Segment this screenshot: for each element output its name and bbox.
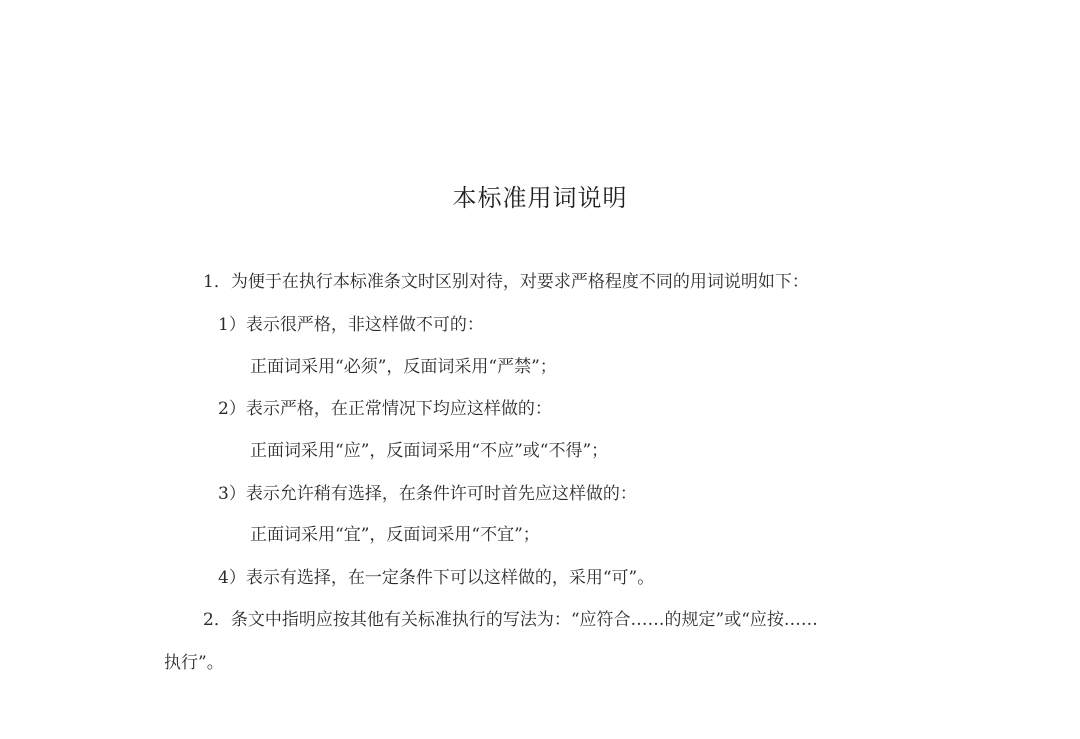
item-2-description: 2）表示严格，在正常情况下均应这样做的： [218,399,552,419]
item-3-description: 3）表示允许稍有选择，在条件许可时首先应这样做的： [218,484,637,504]
document-title: 本标准用词说明 [452,184,628,212]
clause-1-intro: 1．为便于在执行本标准条文时区别对待，对要求严格程度不同的用词说明如下： [203,272,809,292]
item-3-terms: 正面词采用“宜”，反面词采用“不宜”； [250,525,540,545]
clause-2-text: 2．条文中指明应按其他有关标准执行的写法为：“应符合……的规定”或“应按…… [203,610,818,630]
item-1-description: 1）表示很严格，非这样做不可的： [218,315,484,335]
clause-2-continuation: 执行”。 [164,653,224,673]
item-2-terms: 正面词采用“应”，反面词采用“不应”或“不得”； [250,441,609,461]
item-4-description: 4）表示有选择，在一定条件下可以这样做的，采用“可”。 [218,568,655,588]
item-1-terms: 正面词采用“必须”，反面词采用“严禁”； [250,357,557,377]
